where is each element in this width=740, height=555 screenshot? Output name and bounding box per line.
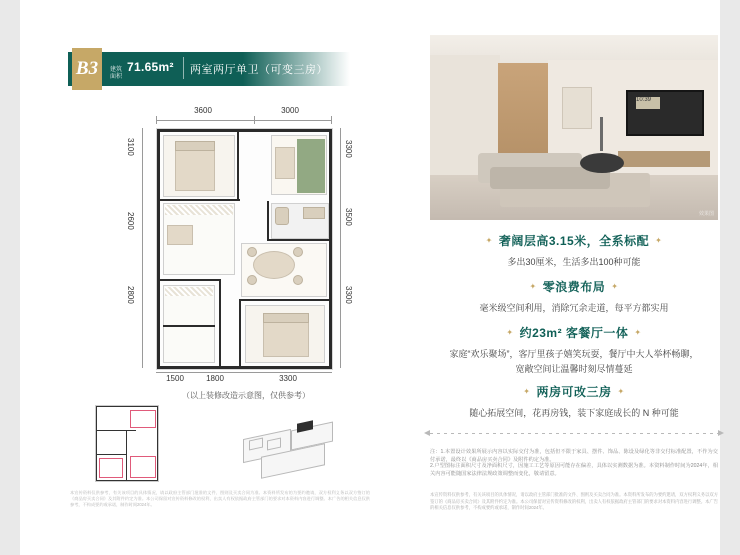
feature-line-0-0: 多出30厘米，生活多出100种可能 [507,257,641,267]
wall [96,406,97,481]
photo-artwork [562,87,592,129]
wall [157,406,158,481]
feature-heading-1 [430,278,718,295]
dim-right-1: 3500 [344,208,353,226]
dim-line-right [340,128,341,368]
wall [157,129,160,369]
wall [96,454,126,455]
left-fineprint: 本宣传资料仅供参考，有关该项目的具体情况，请以政府主管部门批准的文件、图则及买卖合同为准。本资料所发布的为要约邀请，双方权利义务以双方签订的《商品房买卖合同》及其附件约定为准。本公司保留对宣传资料修改的权利，出卖人有权依据政府主管部门的要求对本资料内容进行调整。本广告的相关信息仅供参考，不构成要约或承诺，制作时间2024年。 [70,490,370,507]
dim-line-bottom [156,372,332,373]
dim-left-1: 2600 [126,212,135,230]
divider-arrow-right-icon [718,430,724,436]
brochure-page [20,0,720,555]
area-value: 71.65m² [127,60,174,74]
wall [126,430,127,481]
furniture-headboard [263,313,309,323]
diamond-icon: ✦ [506,328,514,337]
dim-left-2: 2800 [126,286,135,304]
right-column [410,0,720,555]
mini-floor-plan [95,405,159,482]
wall [96,480,158,481]
utility-counter [165,287,213,296]
wall [239,299,329,301]
legal-fineprint: 本宣传资料仅供参考，有关该项目的具体情况，请以政府主管部门批准的文件、图则及买卖合同为准。本资料所发布的为要约邀请，双方权利义务以双方签订的《商品房买卖合同》及其附件约定为准。本公司保留对宣传资料修改的权利，出卖人有权依据政府主管部门的要求对本资料内容进行调整。本广告的相关信息仅供参考，不构成要约或承诺，制作时间2024年。 [430,492,718,510]
furniture-sink [303,207,325,219]
wall [267,201,269,241]
diamond-icon: ✦ [611,282,619,291]
feature-block-0 [430,232,718,270]
highlight-region [99,458,123,478]
furniture-chair [247,275,257,285]
feature-title-1: 零浪费布局 [542,280,606,294]
isometric-diagram [235,420,345,480]
feature-line-2-0: 家庭“欢乐聚场”，客厅里孩子嬉笑玩耍，餐厅中大人举杯畅聊， [449,349,699,359]
dim-top-1: 3000 [281,106,299,115]
furniture-toilet [275,207,289,225]
feature-line-2-1: 宽敞空间让温馨时刻尽情蔓延 [515,364,633,374]
wall [160,279,220,281]
feature-title-2: 约23m² 客餐厅一体 [519,326,629,340]
feature-block-1 [430,278,718,316]
wall [160,199,240,201]
feature-block-2 [430,324,718,377]
tick [156,116,157,124]
dim-right-2: 3300 [344,286,353,304]
photo-tv-clock: 10:39 [636,97,660,109]
furniture-balcony [275,147,295,179]
highlight-region [130,456,156,478]
feature-heading-0 [430,232,718,249]
diamond-icon: ✦ [485,236,493,245]
legal-note-1: 注：1.本置设计效果所展示内容以实际交付为准，包括但不限于家具、摆件、饰品、陈设及绿化等非交付标准配置，不作为交付承诺，最终以《商品房买卖合同》及附件约定为准。 [430,449,718,463]
diamond-icon: ✦ [655,236,663,245]
wall [163,325,215,327]
plan-note: （以上装修改造示意图，仅供参考） [182,391,310,400]
kitchen-counter [165,205,233,215]
feature-heading-2 [430,324,718,341]
furniture-dining-table [253,251,295,279]
legal-note-2: 2.户型图标注面积尺寸及净面积尺寸，因施工工艺等原因可能存在偏差，具体以实测数据为准。本资料制作时间为2024年，相关内容可能随国家法律法规政策调整而变化，敬请留意。 [430,463,718,477]
section-divider [430,430,718,436]
furniture-bed [175,145,215,191]
unit-badge: B3 [72,48,102,90]
wall [96,406,158,407]
furniture-chair [293,247,303,257]
left-column [40,0,370,555]
photo-inner [430,35,718,220]
dim-bottom-1: 1800 [206,374,224,383]
feature-heading-3 [430,383,718,400]
wall [269,239,329,241]
dim-bottom-2: 3300 [279,374,297,383]
dim-line-top [156,120,332,121]
wall [157,129,332,132]
area-block [110,60,174,81]
furniture-headboard [175,141,215,151]
furniture-chair [247,247,257,257]
plan-drawing [156,128,333,370]
balcony-greenery [297,139,325,193]
dim-bottom-0: 1500 [166,374,184,383]
feature-title-3: 两房可改三房 [536,385,612,399]
diamond-icon: ✦ [617,387,625,396]
photo-cabinet [618,151,710,167]
furniture-chair [293,275,303,285]
photo-floor-lamp [600,117,603,151]
tick [254,116,255,124]
dim-line-left [142,128,143,368]
wall [239,299,241,367]
dim-top-0: 3600 [194,106,212,115]
wall [96,430,136,431]
diamond-icon: ✦ [529,282,537,291]
dim-left-0: 3100 [126,138,135,156]
floor-plan [68,100,353,400]
wall [237,132,239,201]
diamond-icon: ✦ [523,387,531,396]
highlight-region [130,410,156,428]
wall [329,129,332,369]
wall [219,279,221,367]
photo-watermark: 效果图 [698,211,714,217]
wall [157,366,332,369]
room-type-label: 两室两厅单卫（可变三房） [190,64,328,76]
diamond-icon: ✦ [634,328,642,337]
dim-right-0: 3300 [344,140,353,158]
feature-line-3-0: 随心拓展空间，花再房钱，装下家庭成长的 N 种可能 [469,408,679,418]
photo-coffee-table [580,153,624,173]
interior-render-photo [430,35,718,220]
furniture-bed [263,319,309,357]
furniture-sofa [167,225,193,245]
feature-title-0: 奢阔层高3.15米，全系标配 [498,234,650,248]
divider-arrow-left-icon [424,430,430,436]
title-divider [183,57,184,79]
feature-line-1-0: 毫米级空间利用，消除冗余走道，每平方都实用 [479,303,669,313]
area-label: 建筑面积 [110,67,123,80]
tick [331,116,332,124]
room-utility [163,285,215,363]
feature-block-3 [430,383,718,421]
